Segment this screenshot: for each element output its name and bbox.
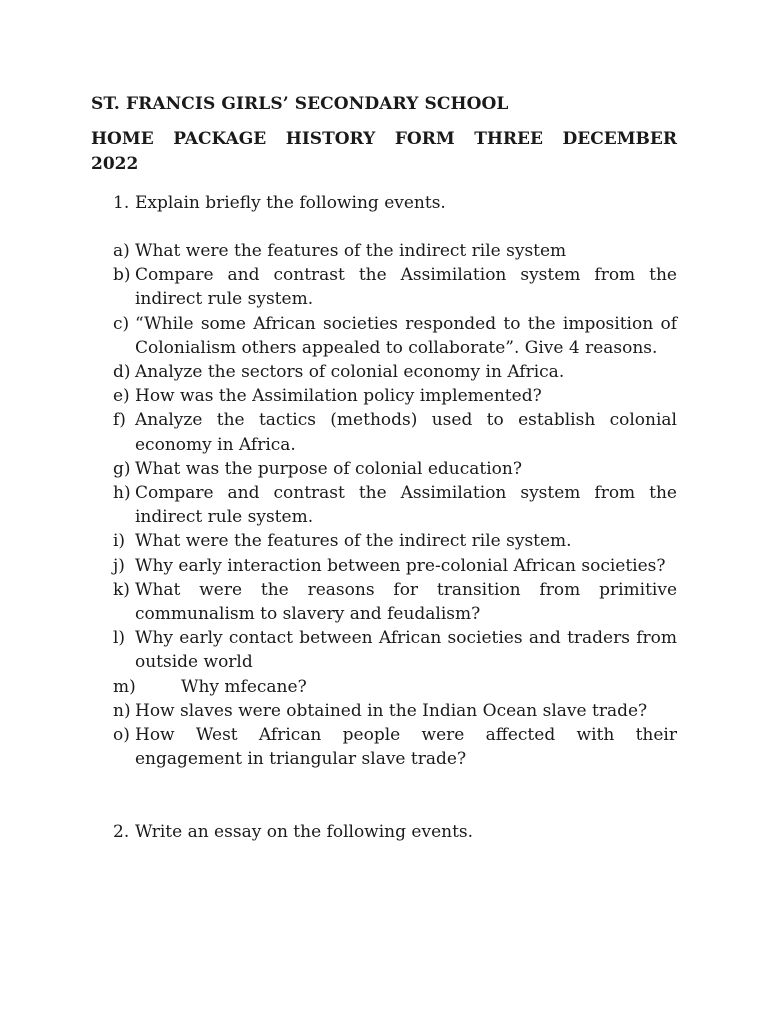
question-2-number: 2.: [113, 822, 130, 843]
question-1: [91, 191, 677, 215]
item-text: Why mfecane?: [181, 676, 307, 697]
item-label: d): [113, 362, 131, 383]
item-text: Analyze the tactics (methods) used to establish colonial economy in Africa.: [135, 410, 677, 455]
list-item: [91, 529, 677, 553]
list-item: [91, 408, 677, 456]
document-title: [91, 127, 677, 177]
item-label: f): [113, 410, 126, 431]
question-2-text: Write an essay on the following events.: [135, 822, 474, 843]
item-label: g): [113, 458, 131, 479]
list-item: [91, 384, 677, 408]
item-text: What were the features of the indirect rile system: [135, 241, 567, 261]
list-item: [91, 578, 677, 626]
question-1-text: Explain briefly the following events.: [135, 193, 446, 213]
list-item: [91, 699, 677, 723]
document-page: [91, 92, 677, 844]
item-label: j): [113, 555, 125, 576]
item-label: h): [113, 483, 131, 504]
item-label: k): [113, 579, 130, 600]
list-item: [91, 360, 677, 384]
list-item: [91, 481, 677, 529]
item-label: m): [113, 676, 136, 697]
list-item: [91, 263, 677, 311]
item-text: How was the Assimilation policy implemented?: [135, 386, 542, 407]
item-label: n): [113, 700, 131, 721]
item-text: Compare and contrast the Assimilation system from the indirect rule system.: [135, 265, 677, 310]
item-text: Compare and contrast the Assimilation system from the indirect rule system.: [135, 483, 677, 528]
item-text: What were the reasons for transition from primitive communalism to slavery and feudalism?: [135, 579, 677, 625]
list-item: [91, 239, 677, 263]
item-label: l): [113, 628, 126, 649]
item-text: Why early contact between African societies and traders from outside world: [135, 628, 677, 673]
item-text: What were the features of the indirect rile system.: [135, 531, 572, 552]
list-item: [91, 554, 677, 578]
item-text: Analyze the sectors of colonial economy in Africa.: [135, 362, 565, 383]
list-item: [91, 675, 677, 699]
list-item: [91, 626, 677, 674]
item-label: c): [113, 313, 130, 334]
question-2: [91, 820, 677, 844]
item-label: a): [113, 241, 130, 261]
item-label: b): [113, 265, 131, 286]
question-1-number: 1.: [113, 193, 130, 213]
item-label: o): [113, 725, 130, 746]
title-line-1: HOME PACKAGE HISTORY FORM THREE DECEMBER: [91, 129, 677, 149]
title-line-2: 2022: [91, 154, 139, 174]
item-text: What was the purpose of colonial education?: [135, 458, 522, 479]
item-label: e): [113, 386, 130, 407]
question-1-items: [91, 239, 677, 771]
school-name: ST. FRANCIS GIRLS’ SECONDARY SCHOOL: [91, 94, 509, 114]
item-label: i): [113, 531, 126, 552]
item-text: “While some African societies responded to the imposition of Colonialism others appealed to collaborate”. Give 4 reasons.: [135, 313, 677, 358]
item-text: Why early interaction between pre-colonial African societies?: [135, 555, 666, 576]
list-item: [91, 312, 677, 360]
item-text: How West African people were affected with their engagement in triangular slave trade?: [135, 725, 677, 770]
list-item: [91, 457, 677, 481]
list-item: [91, 723, 677, 771]
item-text: How slaves were obtained in the Indian Ocean slave trade?: [135, 700, 648, 721]
